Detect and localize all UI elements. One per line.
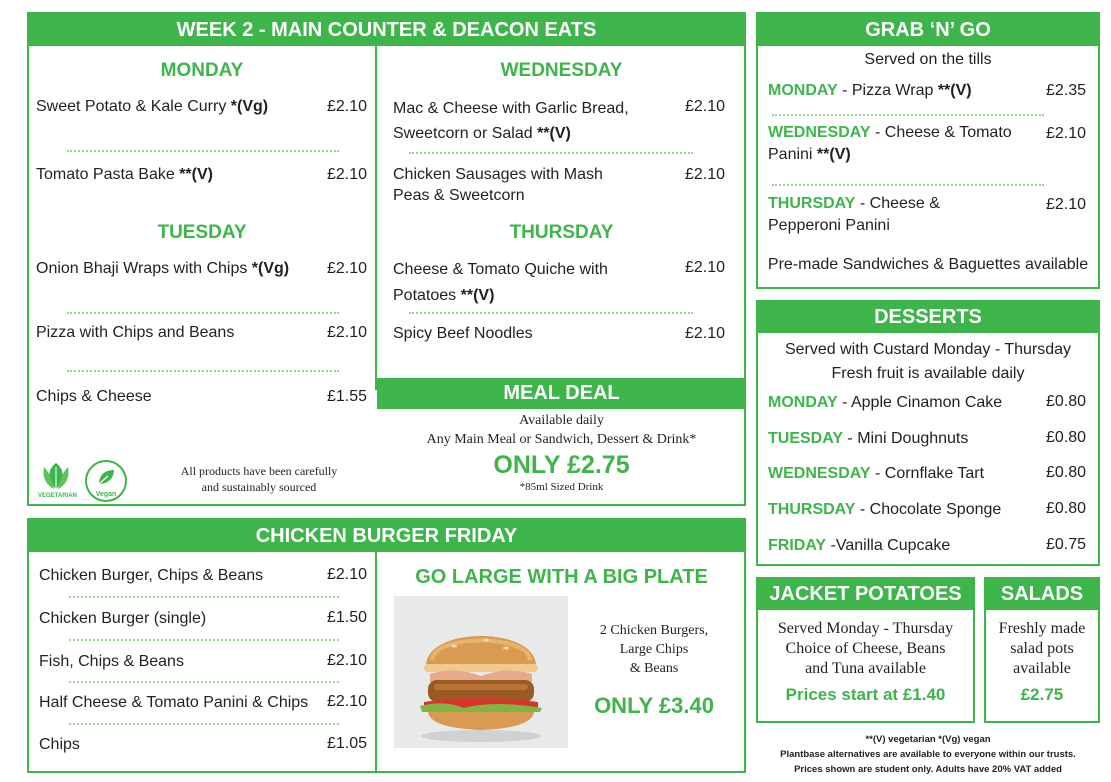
jacket-potatoes-panel: [756, 577, 975, 723]
grab-item: THURSDAY - Cheese & Pepperoni Panini: [768, 195, 940, 234]
jacket-potatoes-price: Prices start at £1.40: [785, 685, 946, 704]
go-large-line: 2 Chicken Burgers,: [599, 623, 709, 638]
grab-n-go-panel: [756, 12, 1100, 289]
dessert-item-price: £0.75: [1045, 536, 1086, 553]
thursday-heading: THURSDAY: [509, 222, 614, 243]
menu-item-price: £2.10: [684, 98, 725, 115]
footnote-line: Prices shown are student only. Adults have 20% VAT added: [794, 764, 1062, 775]
go-large-line: Large Chips: [619, 642, 689, 657]
jacket-potatoes-line: Served Monday - Thursday: [777, 620, 954, 637]
desserts-title: DESSERTS: [758, 302, 1098, 333]
friday-panel: [27, 518, 746, 773]
salads-price: £2.75: [1020, 685, 1064, 704]
menu-item-price: £2.10: [326, 166, 367, 183]
go-large-heading: GO LARGE WITH A BIG PLATE: [415, 566, 708, 588]
menu-item-price: £2.10: [684, 259, 725, 276]
desserts-line: Served with Custard Monday - Thursday: [784, 341, 1072, 358]
menu-item: Chips & Cheese: [36, 388, 152, 405]
dessert-item-price: £0.80: [1045, 393, 1086, 410]
menu-item-line: Potatoes **(V): [393, 287, 495, 304]
menu-item-price: £1.50: [326, 609, 367, 626]
vegetarian-badge: [38, 459, 77, 501]
grab-item-price: £2.10: [1045, 125, 1086, 142]
salads-line: salad pots: [1010, 640, 1074, 657]
menu-item-line: Mac & Cheese with Garlic Bread,: [393, 100, 629, 117]
salads-line: Freshly made: [998, 620, 1086, 637]
meal-deal-box: [377, 378, 746, 504]
meal-deal-line: Any Main Meal or Sandwich, Dessert & Drink*: [426, 432, 697, 447]
menu-item-price: £2.10: [326, 693, 367, 710]
grab-item-price: £2.35: [1045, 82, 1086, 99]
menu-item: [393, 164, 603, 206]
meal-deal-line: Available daily: [519, 413, 604, 428]
main-counter-title: WEEK 2 - MAIN COUNTER & DEACON EATS: [29, 14, 744, 46]
dessert-item-price: £0.80: [1045, 464, 1086, 481]
dessert-item: TUESDAY - Mini Doughnuts: [768, 430, 969, 447]
footnote-line: Plantbase alternatives are available to everyone within our trusts.: [780, 749, 1076, 760]
tuesday-heading: TUESDAY: [157, 222, 247, 243]
dessert-item: MONDAY - Apple Cinamon Cake: [768, 394, 1003, 411]
dotted-divider: [67, 150, 339, 152]
dessert-item: THURSDAY - Chocolate Sponge: [768, 501, 1002, 518]
desserts-line: Fresh fruit is available daily: [831, 365, 1025, 382]
menu-item-line: Sweetcorn or Salad **(V): [393, 125, 571, 142]
menu-item: Chicken Burger (single): [39, 610, 207, 627]
menu-item: Pizza with Chips and Beans: [36, 324, 235, 341]
menu-item-price: £2.10: [326, 566, 367, 583]
menu-item-price: £2.10: [326, 260, 367, 277]
friday-title: CHICKEN BURGER FRIDAY: [29, 520, 744, 552]
dessert-item-price: £0.80: [1045, 500, 1086, 517]
main-counter-panel: [27, 12, 746, 506]
menu-item: Chips: [39, 736, 80, 753]
dotted-divider: [409, 312, 693, 314]
go-large-line: & Beans: [629, 661, 679, 676]
dessert-item-price: £0.80: [1045, 429, 1086, 446]
menu-item-price: £1.55: [326, 388, 367, 405]
menu-item: Onion Bhaji Wraps with Chips *(Vg): [36, 260, 290, 277]
dotted-divider: [67, 370, 339, 372]
menu-item: Fish, Chips & Beans: [39, 653, 184, 670]
grab-item-price: £2.10: [1045, 196, 1086, 213]
grab-n-go-title: GRAB ‘N’ GO: [758, 14, 1098, 46]
vegetarian-badge-label: VEGETARIAN: [38, 493, 77, 499]
menu-item-price: £2.10: [326, 324, 367, 341]
menu-item: [393, 257, 608, 309]
footnotes: [756, 732, 1100, 777]
menu-item-line: Cheese & Tomato Quiche with: [393, 261, 608, 278]
jacket-potatoes-line: Choice of Cheese, Beans: [785, 640, 946, 657]
vegan-badge: [85, 460, 127, 502]
menu-item-price: £2.10: [326, 98, 367, 115]
menu-item-price: £2.10: [326, 652, 367, 669]
dessert-item: WEDNESDAY - Cornflake Tart: [768, 465, 985, 482]
dotted-divider: [69, 723, 339, 725]
meal-deal-note: *85ml Sized Drink: [519, 481, 604, 493]
column-divider: [375, 46, 377, 390]
dessert-item: FRIDAY -Vanilla Cupcake: [768, 537, 951, 554]
menu-item-price: £2.10: [684, 166, 725, 183]
jacket-potatoes-line: and Tuna available: [805, 660, 926, 677]
dotted-divider: [67, 312, 339, 314]
sourced-note-line: All products have been carefully: [180, 464, 338, 478]
sourced-note-line: and sustainably sourced: [201, 480, 317, 494]
menu-item-price: £2.10: [684, 325, 725, 342]
dotted-divider: [772, 184, 1044, 186]
dotted-divider: [69, 639, 339, 641]
salads-line: available: [1013, 660, 1071, 677]
grab-item: WEDNESDAY - Cheese & Tomato Panini **(V): [768, 124, 1012, 163]
chicken-burger-image: [394, 596, 568, 748]
dotted-divider: [772, 114, 1044, 116]
vegan-badge-label: Vegan: [95, 491, 117, 498]
menu-item-line: Chicken Sausages with Mash: [393, 166, 603, 183]
meal-deal-title: MEAL DEAL: [377, 378, 746, 409]
menu-item: [393, 96, 629, 146]
jacket-potatoes-title: JACKET POTATOES: [758, 579, 973, 610]
monday-heading: MONDAY: [160, 60, 244, 81]
salads-panel: [984, 577, 1100, 723]
menu-item: Sweet Potato & Kale Curry *(Vg): [36, 98, 269, 115]
meal-deal-price: ONLY £2.75: [493, 451, 630, 479]
grab-item: MONDAY - Pizza Wrap **(V): [768, 82, 972, 99]
dotted-divider: [69, 681, 339, 683]
salads-title: SALADS: [986, 579, 1098, 610]
dotted-divider: [69, 596, 339, 598]
sourced-note: [159, 463, 359, 495]
menu-item: Half Cheese & Tomato Panini & Chips: [39, 694, 309, 711]
menu-item: Tomato Pasta Bake **(V): [36, 166, 213, 183]
grab-n-go-subtitle: Served on the tills: [864, 51, 992, 68]
go-large-price: ONLY £3.40: [594, 693, 714, 718]
menu-item-line: Peas & Sweetcorn: [393, 187, 525, 204]
menu-item: Chicken Burger, Chips & Beans: [39, 567, 264, 584]
wednesday-heading: WEDNESDAY: [500, 60, 623, 81]
vegan-leaf-icon: [96, 468, 116, 486]
menu-item: Spicy Beef Noodles: [393, 325, 533, 342]
grab-n-go-footer: Pre-made Sandwiches & Baguettes available: [767, 256, 1089, 273]
dotted-divider: [409, 152, 693, 154]
menu-item-price: £1.05: [326, 735, 367, 752]
go-large-description: [579, 621, 729, 678]
footnote-line: **(V) vegetarian *(Vg) vegan: [865, 734, 991, 745]
desserts-panel: [756, 300, 1100, 566]
